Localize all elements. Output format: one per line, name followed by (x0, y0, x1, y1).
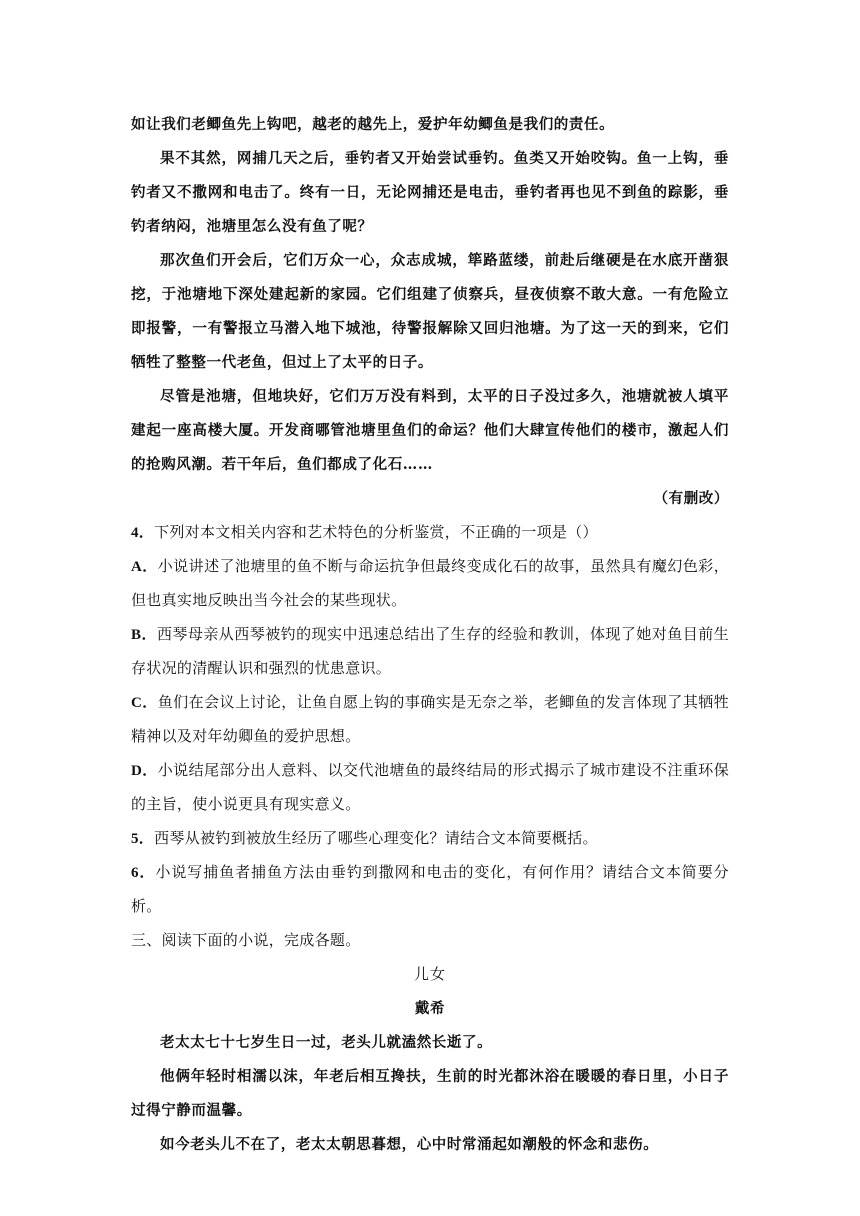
question-4-text: 下列对本文相关内容和艺术特色的分析鉴赏，不正确的一项是（） (154, 525, 598, 541)
option-d-label: D． (131, 763, 158, 779)
story-paragraph-3: 如今老头儿不在了，老太太朝思暮想，心中时常涌起如潮般的怀念和悲伤。 (160, 1136, 659, 1153)
story-title: 儿女 (413, 967, 446, 983)
question-5-number: 5． (131, 831, 155, 847)
passage-paragraph-1: 如让我们老鲫鱼先上钩吧，越老的越先上，爱护年幼鲫鱼是我们的责任。 (131, 116, 615, 133)
question-6-number: 6． (131, 865, 156, 881)
option-b-text: 西琴母亲从西琴被钓的现实中迅速总结出了生存的经验和教训，体现了她对鱼目前生存状况的清醒认识和强烈的忧患意识。 (131, 627, 729, 677)
section-3-heading: 三、阅读下面的小说，完成各题。 (131, 933, 361, 949)
option-a-text: 小说讲述了池塘里的鱼不断与命运抗争但最终变成化石的故事，虽然具有魔幻色彩，但也真实地反映出当今社会的某些现状。 (131, 559, 730, 609)
page-content (131, 108, 729, 1162)
option-c-text: 鱼们在会议上讨论，让鱼自愿上钩的事确实是无奈之举，老鲫鱼的发言体现了其牺牲精神以及对年幼卿鱼的爱护思想。 (131, 695, 730, 745)
question-5 (131, 822, 729, 856)
option-a (131, 550, 729, 618)
story-paragraph-2: 他俩年轻时相濡以沫，年老后相互搀扶，生前的时光都沐浴在暖暖的春日里，小日子过得宁静而温馨。 (131, 1068, 729, 1119)
question-6-text: 小说写捕鱼者捕鱼方法由垂钓到撒网和电击的变化，有何作用？请结合文本简要分析。 (131, 865, 729, 915)
story-author: 戴希 (414, 1000, 446, 1017)
option-c (131, 686, 729, 754)
option-d-text: 小说结尾部分出人意料、以交代池塘鱼的最终结局的形式揭示了城市建设不注重环保的主旨，使小说更具有现实意义。 (131, 763, 730, 813)
question-4 (131, 516, 729, 550)
option-b-label: B． (131, 627, 157, 643)
option-d (131, 754, 729, 822)
option-c-label: C． (131, 695, 158, 711)
question-5-text: 西琴从被钓到被放生经历了哪些心理变化？请结合文本简要概括。 (154, 831, 598, 847)
passage-paragraph-3: 那次鱼们开会后，它们万众一心，众志成城，筚路蓝缕，前赴后继硬是在水底开凿狠挖，于池塘地下深处建起新的家园。它们组建了侦察兵，昼夜侦察不敢大意。一有危险立即报警，一有警报立马潜入地下城池，待警报解除又回归池塘。为了这一天的到来，它们牺牲了整整一代老鱼，但过上了太平的日子。 (131, 252, 729, 371)
question-4-number: 4． (131, 525, 155, 541)
passage-paragraph-2: 果不其然，网捕几天之后，垂钓者又开始尝试垂钓。鱼类又开始咬钩。鱼一上钩，垂钓者又不撒网和电击了。终有一日，无论网捕还是电击，垂钓者再也见不到鱼的踪影，垂钓者纳闷，池塘里怎么没有鱼了呢？ (131, 150, 729, 235)
passage-paragraph-4: 尽管是池塘，但地块好，它们万万没有料到，太平的日子没过多久，池塘就被人填平建起一座高楼大厦。开发商哪管池塘里鱼们的命运？他们大肆宣传他们的楼市，激起人们的抢购风潮。若干年后，鱼们都成了化石…… (131, 388, 729, 473)
option-a-label: A． (131, 559, 158, 575)
source-note: （有删改） (653, 490, 729, 507)
question-6 (131, 856, 729, 924)
option-b (131, 618, 729, 686)
story-paragraph-1: 老太太七十七岁生日一过，老头儿就溘然长逝了。 (160, 1034, 493, 1051)
